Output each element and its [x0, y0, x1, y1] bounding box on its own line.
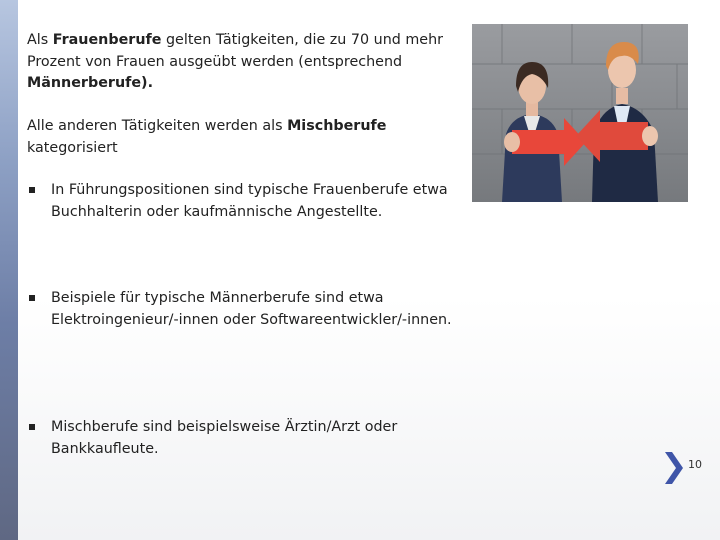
term-mischberufe: Mischberufe [287, 118, 387, 134]
list-item-text: Mischberufe sind beispielsweise Ärztin/Arzt oder Bankkaufleute. [51, 419, 398, 457]
term-frauenberufe: Frauenberufe [52, 32, 162, 48]
list-item [27, 417, 457, 460]
bullet-square-icon [29, 187, 35, 193]
term-maennerberufe: Männerberufe). [27, 75, 154, 91]
list-item-text: In Führungspositionen sind typische Frauenberufe etwa Buchhalterin oder kaufmännische Angestellte. [51, 182, 448, 220]
list-item [27, 288, 457, 331]
bullet-square-icon [29, 295, 35, 301]
intro-paragraph-1 [27, 30, 457, 95]
intro-text: kategorisiert [27, 139, 118, 156]
intro-paragraph-2 [27, 116, 457, 159]
intro-text: Als [27, 32, 53, 48]
photo-woman-and-man-with-arrows [472, 24, 688, 202]
bullet-square-icon [29, 424, 35, 430]
list-item [27, 180, 457, 223]
chevron-right-icon [662, 450, 686, 486]
side-accent-bar [0, 0, 18, 540]
page-number: 10 [688, 458, 702, 471]
intro-text: gelten Tätigkeiten, die zu 70 und mehr Prozent von Frauen ausgeübt werden (entsprechend [27, 32, 444, 70]
intro-text: Alle anderen Tätigkeiten werden als [27, 118, 288, 134]
bullet-list [27, 180, 457, 457]
photo-illustration [472, 24, 688, 202]
list-item-text: Beispiele für typische Männerberufe sind etwa Elektroingenieur/-innen oder Softwareentwickler/-innen. [51, 290, 452, 328]
